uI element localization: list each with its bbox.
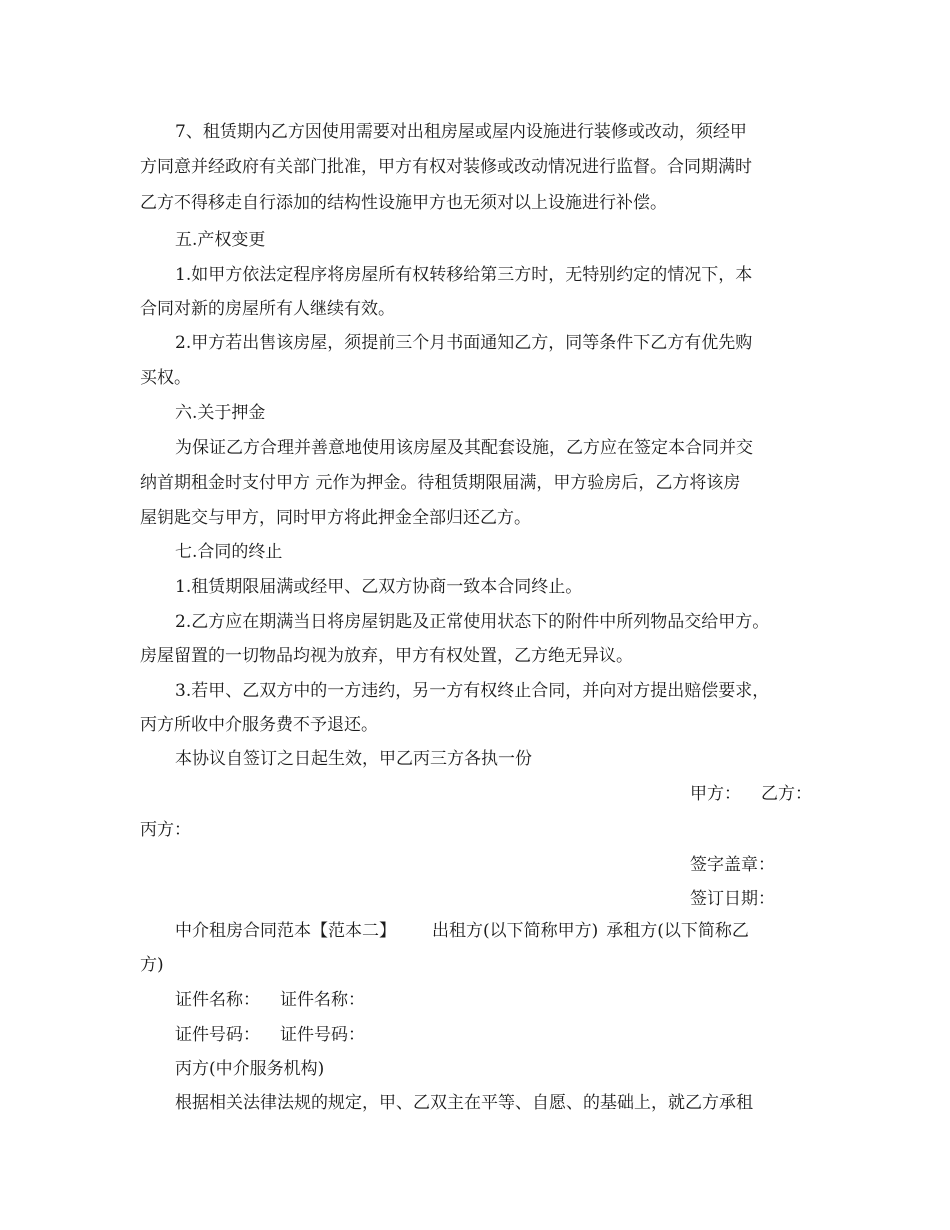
id-number-label-a: 证件号码： xyxy=(175,1025,260,1045)
template-title: 中介租房合同范本【范本二】 xyxy=(175,921,396,941)
paragraph-line: 为保证乙方合理并善意地使用该房屋及其配套设施，乙方应在签定本合同并交 xyxy=(175,438,753,458)
template-heading-line xyxy=(175,920,820,942)
party-a-label: 甲方： xyxy=(690,784,741,804)
party-b-label: 乙方： xyxy=(761,784,812,804)
party-c-label: 丙方： xyxy=(140,820,191,840)
paragraph-line: 本协议自签订之日起生效，甲乙丙三方各执一份 xyxy=(175,749,532,769)
paragraph-line: 2.甲方若出售该房屋，须提前三个月书面通知乙方，同等条件下乙方有优先购 xyxy=(175,333,753,353)
paragraph-line: 根据相关法律法规的规定，甲、乙双主在平等、自愿、的基础上，就乙方承租 xyxy=(175,1093,753,1113)
paragraph-line: 3.若甲、乙双方中的一方违约，另一方有权终止合同，并向对方提出赔偿要求， xyxy=(175,681,770,701)
paragraph-line: 1.如甲方依法定程序将房屋所有权转移给第三方时，无特别约定的情况下，本 xyxy=(175,265,753,285)
paragraph-line: 方同意并经政府有关部门批准，甲方有权对装修或改动情况进行监督。合同期满时 xyxy=(140,157,752,177)
id-name-label-a: 证件名称： xyxy=(175,990,260,1010)
id-name-line xyxy=(175,989,820,1011)
signature-seal-label: 签字盖章： xyxy=(690,855,775,875)
paragraph-line: 屋钥匙交与甲方，同时甲方将此押金全部归还乙方。 xyxy=(140,508,531,528)
id-number-label-b: 证件号码： xyxy=(280,1025,365,1045)
paragraph-line: 丙方所收中介服务费不予退还。 xyxy=(140,715,378,735)
agency-label: 丙方(中介服务机构) xyxy=(175,1059,325,1079)
id-number-line xyxy=(175,1024,820,1046)
section-heading: 六.关于押金 xyxy=(175,403,266,423)
paragraph-line: 乙方不得移走自行添加的结构性设施甲方也无须对以上设施进行补偿。 xyxy=(140,193,667,213)
paragraph-line: 买权。 xyxy=(140,368,191,388)
section-heading: 五.产权变更 xyxy=(175,230,266,250)
signing-date-label: 签订日期： xyxy=(690,889,775,909)
section-heading: 七.合同的终止 xyxy=(175,542,283,562)
paragraph-line: 1.租赁期限届满或经甲、乙双方协商一致本合同终止。 xyxy=(175,577,583,597)
paragraph-line: 合同对新的房屋所有人继续有效。 xyxy=(140,299,395,319)
paragraph-line: 7、租赁期内乙方因使用需要对出租房屋或屋内设施进行装修或改动，须经甲 xyxy=(175,122,747,142)
paragraph-line: 纳首期租金时支付甲方 元作为押金。待租赁期限届满，甲方验房后，乙方将该房 xyxy=(140,473,741,493)
lessor-label: 出租方(以下简称甲方) xyxy=(432,921,599,941)
paragraph-line: 房屋留置的一切物品均视为放弃，甲方有权处置，乙方绝无异议。 xyxy=(140,646,633,666)
paragraph-line: 2.乙方应在期满当日将房屋钥匙及正常使用状态下的附件中所列物品交给甲方。 xyxy=(175,612,770,632)
paragraph-line: 方) xyxy=(140,955,164,975)
id-name-label-b: 证件名称： xyxy=(280,990,365,1010)
signature-parties xyxy=(690,783,820,805)
lessee-label: 承租方(以下简称乙 xyxy=(606,921,749,941)
